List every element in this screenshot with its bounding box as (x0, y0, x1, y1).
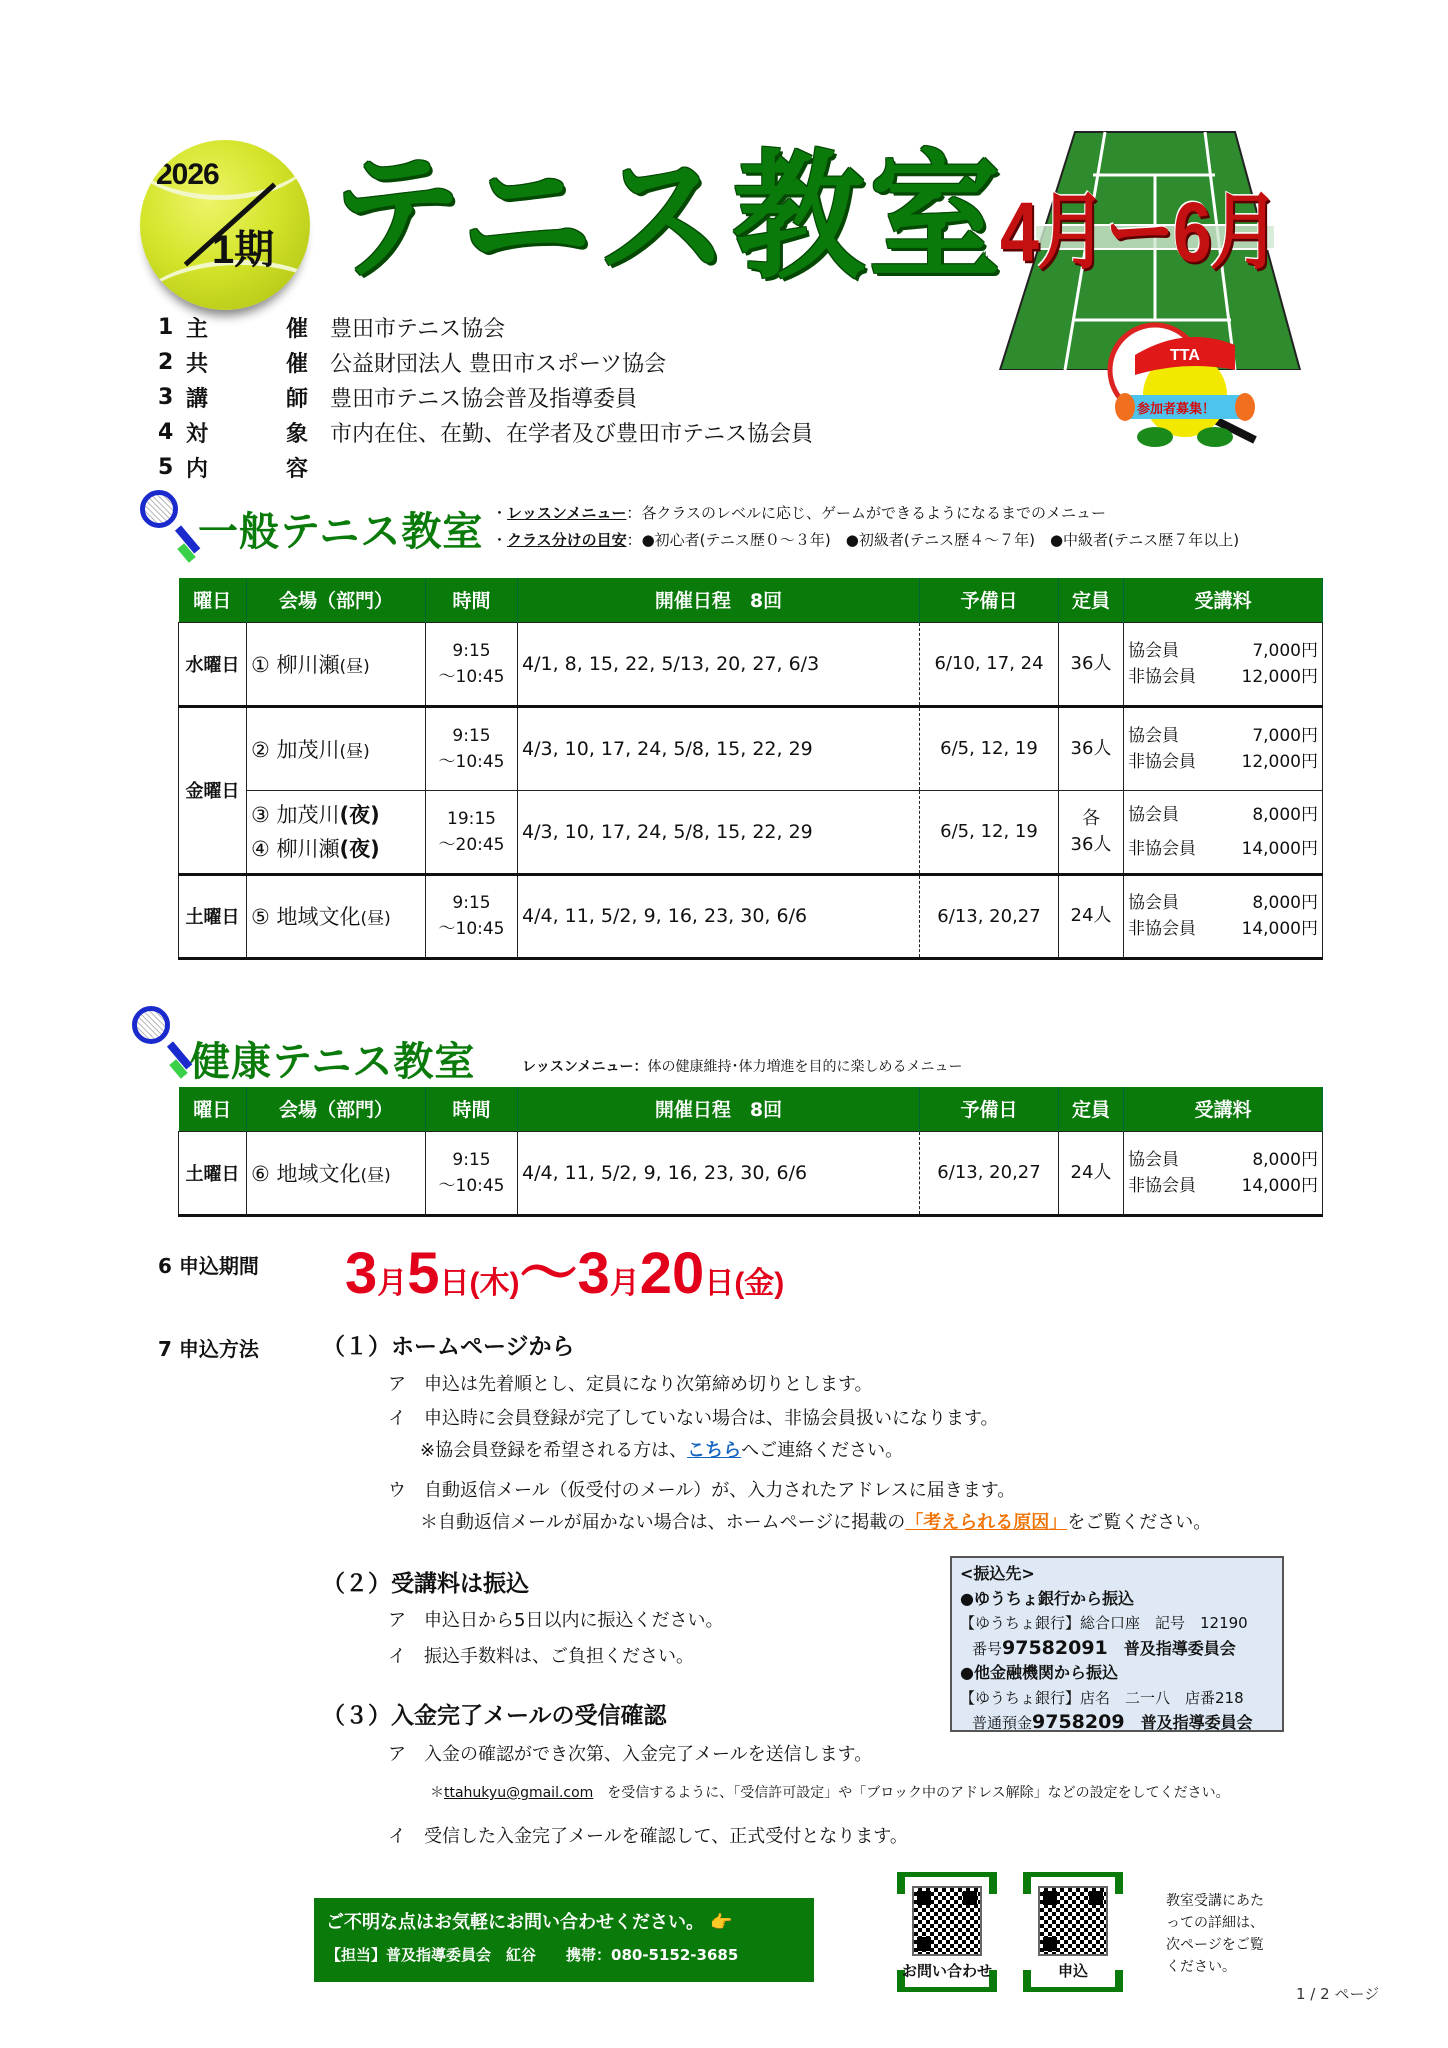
table-header-row: 曜日 会場（部門） 時間 開催日程 8回 予備日 定員 受講料 (179, 578, 1323, 622)
possible-causes-link[interactable]: 「考えられる原因」 (905, 1512, 1068, 1533)
membership-note: ※協会員登録を希望される方は、こちらへご連絡ください。 (420, 1440, 904, 1461)
bank-transfer-box: <振込先> ●ゆうちょ銀行から振込 【ゆうちょ銀行】総合口座 記号 12190 番号97582091 普及指導委員会 ●他金融機関から振込 【ゆうちょ銀行】店名 二一八 店番218 普通預金9758209 普及指導委員会 (950, 1556, 1284, 1732)
health-schedule-table (178, 1087, 1323, 1217)
method-item: ウ 自動返信メール（仮受付のメール）が、入力されたアドレスに届きます。 (388, 1480, 1016, 1501)
racket-icon (138, 488, 198, 568)
info-row-organizer: 1 主 催 豊田市テニス協会 (158, 315, 506, 342)
page-number: 1 / 2 ページ (1296, 1985, 1380, 2003)
qr-inquiry[interactable]: お問い合わせ (897, 1872, 997, 1992)
application-method-label: 7 申込方法 (158, 1337, 259, 1361)
tennis-ball-badge (140, 140, 310, 310)
email-link[interactable]: ttahukyu@gmail.com (444, 1785, 594, 1801)
svg-text:参加者募集！: 参加者募集！ (1137, 402, 1216, 417)
auto-reply-note: ＊自動返信メールが届かない場合は、ホームページに掲載の「考えられる原因」をご覧ください。 (420, 1512, 1212, 1533)
table-row: 金曜日 ② 加茂川(昼) 9:15 ～10:45 4/3, 10, 17, 24, 5/8, 15, 22, 29 6/5, 12, 19 36人 協会員 7,000円 非協会員 12,000円 (179, 706, 1323, 790)
method-confirm-heading: （３）入金完了メールの受信確認 (322, 1703, 667, 1729)
svg-text:TTA: TTA (1170, 347, 1200, 364)
mascot-icon (1095, 315, 1270, 450)
table-row: ③ 加茂川(夜) ④ 柳川瀬(夜) 19:15 ～20:45 4/3, 10, 17, 24, 5/8, 15, 22, 29 6/5, 12, 19 各 36人 協会員 8,000円 非協会員 14,000円 (179, 790, 1323, 874)
general-notes: ・レッスンメニュー：各クラスのレベルに応じ、ゲームができるようになるまでのメニュー ・クラス分けの目安：●初心者(テニス歴０～３年) ●初級者(テニス歴４～７年) ●中級者(テニス歴７年以上) (492, 504, 1240, 549)
application-period-value: 3月5日(木)～3月20日(金) (345, 1241, 785, 1306)
application-period-label: 6 申込期間 (158, 1254, 259, 1278)
info-row-instructor: 3 講 師 豊田市テニス協会普及指導委員 (158, 385, 638, 412)
method-item: イ 振込手数料は、ご負担ください。 (388, 1646, 694, 1667)
table-header-row: 曜日 会場（部門） 時間 開催日程 8回 予備日 定員 受講料 (179, 1087, 1323, 1131)
pointing-hand-icon: 👉 (710, 1912, 733, 1933)
qr-code-icon (912, 1886, 982, 1956)
months-range: 4月ー6月 (1000, 185, 1278, 279)
contact-link[interactable]: こちら (687, 1440, 742, 1461)
page-title: テニス教室 (330, 136, 1005, 299)
info-row-target: 4 対 象 市内在住、在勤、在学者及び豊田市テニス協会員 (158, 420, 814, 447)
health-section-heading (130, 1000, 475, 1087)
qr-code-icon (1038, 1886, 1108, 1956)
general-section-title: 一般テニス教室 (198, 508, 484, 555)
info-row-co-organizer: 2 共 催 公益財団法人 豊田市スポーツ協会 (158, 350, 667, 377)
info-row-content: 5 内 容 (158, 455, 309, 482)
email-note: ＊ttahukyu@gmail.com を受信するように、「受信許可設定」や「ブロック中のアドレス解除」などの設定をしてください。 (430, 1785, 1230, 1801)
method-transfer-heading: （２）受講料は振込 (322, 1571, 529, 1597)
info-list (158, 310, 813, 485)
year: 2026 (156, 158, 219, 191)
term: 1期 (212, 228, 275, 272)
method-item: イ 申込時に会員登録が完了していない場合は、非協会員扱いになります。 (388, 1408, 999, 1429)
qr-apply[interactable]: 申込 (1023, 1872, 1123, 1992)
table-row: 土曜日 ⑥ 地域文化(昼) 9:15 ～10:45 4/4, 11, 5/2, 9, 16, 23, 30, 6/6 6/13, 20,27 24人 協会員 8,000円 非協会員 14,000円 (179, 1131, 1323, 1215)
contact-bar: ご不明な点はお気軽にお問い合わせください。 👉 【担当】普及指導委員会 紅谷 携帯：080-5152-3685 (314, 1898, 814, 1982)
method-homepage-heading: （１）ホームページから (322, 1334, 575, 1360)
table-row: 水曜日 ① 柳川瀬(昼) 9:15 ～10:45 4/1, 8, 15, 22, 5/13, 20, 27, 6/3 6/10, 17, 24 36人 協会員 7,000円 非協会員 12,000円 (179, 622, 1323, 706)
health-note: レッスンメニュー：体の健康維持･体力増進を目的に楽しめるメニュー (522, 1059, 963, 1075)
next-page-note: 教室受講にあたっての詳細は、次ページをご覧ください。 (1166, 1893, 1264, 1975)
method-item: イ 受信した入金完了メールを確認して、正式受付となります。 (388, 1826, 908, 1847)
racket-icon (130, 1004, 190, 1084)
method-item: ア 申込は先着順とし、定員になり次第締め切りとします。 (388, 1374, 873, 1395)
table-row: 土曜日 ⑤ 地域文化(昼) 9:15 ～10:45 4/4, 11, 5/2, 9, 16, 23, 30, 6/6 6/13, 20,27 24人 協会員 8,000円 非協会員 14,000円 (179, 874, 1323, 958)
general-schedule-table (178, 578, 1323, 960)
method-item: ア 入金の確認ができ次第、入金完了メールを送信します。 (388, 1744, 873, 1765)
health-section-title: 健康テニス教室 (190, 1039, 476, 1085)
general-section-heading (138, 488, 483, 568)
method-item: ア 申込日から5日以内に振込ください。 (388, 1610, 724, 1631)
